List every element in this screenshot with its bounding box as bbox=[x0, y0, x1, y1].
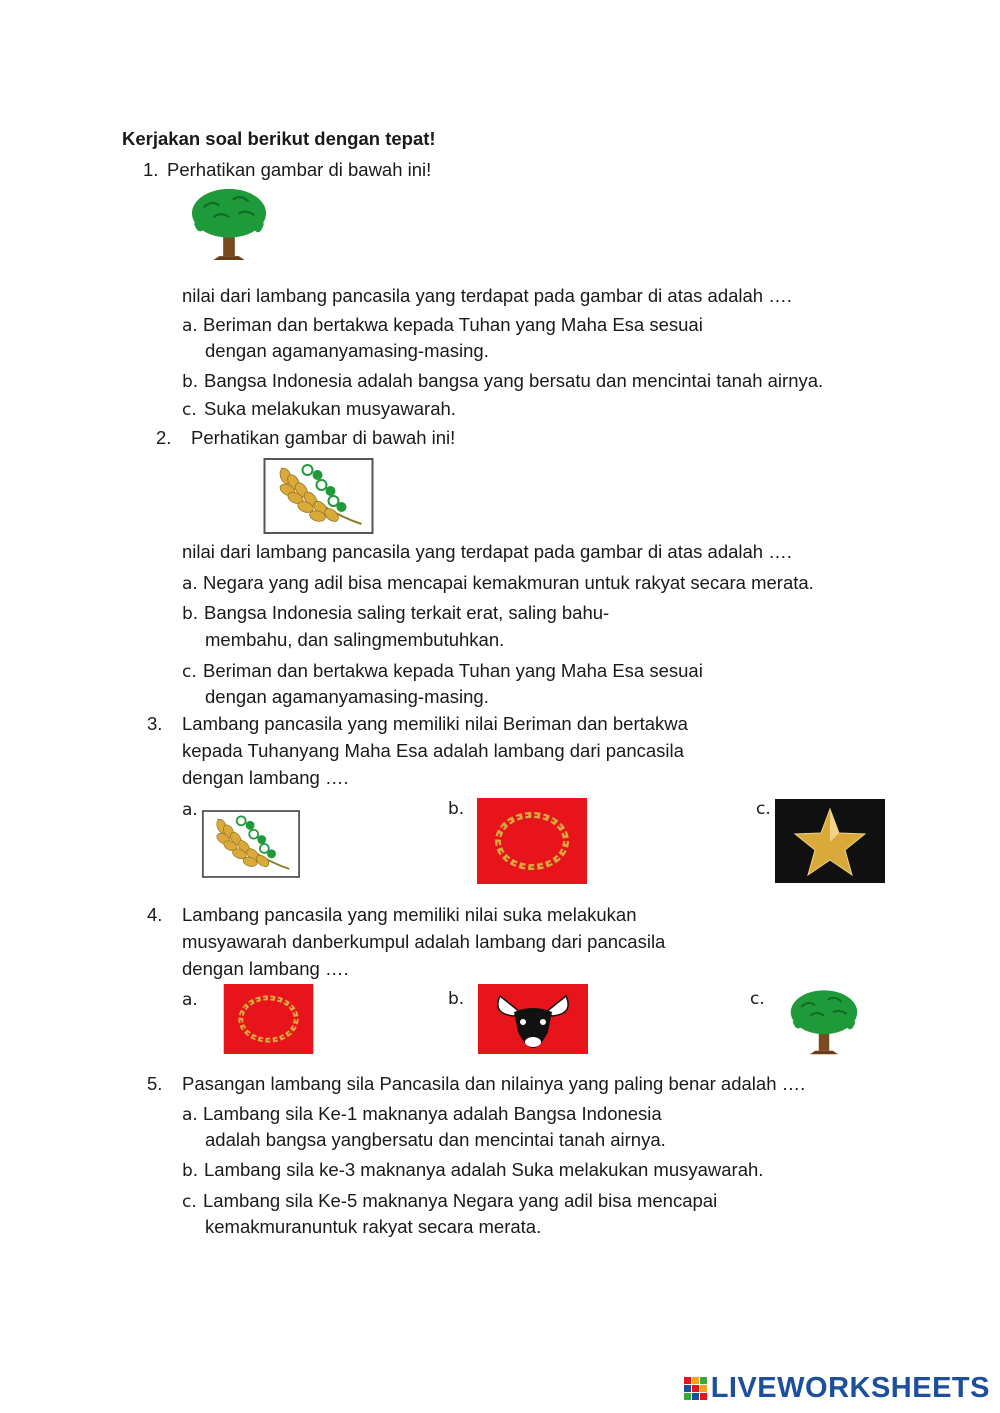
question-2-stem: nilai dari lambang pancasila yang terdapat pada gambar di atas adalah …. bbox=[182, 541, 792, 562]
q1-option-b-line1[interactable]: Bangsa Indonesia adalah bangsa yang bersatu dan mencintai tanah airnya. bbox=[204, 370, 824, 391]
q3-option-c-letter: c. bbox=[756, 799, 771, 819]
worksheet-heading: Kerjakan soal berikut dengan tepat! bbox=[122, 128, 436, 149]
q1-option-a-line1[interactable]: Beriman dan bertakwa kepada Tuhan yang Maha Esa sesuai bbox=[203, 314, 703, 335]
question-4-line1: Lambang pancasila yang memiliki nilai suka melakukan bbox=[182, 904, 637, 925]
q5-option-a-line2[interactable]: adalah bangsa yangbersatu dan mencintai tanah airnya. bbox=[205, 1129, 666, 1150]
q2-option-c-line2[interactable]: dengan agamanyamasing-masing. bbox=[205, 686, 489, 707]
q2-option-a-letter: a. bbox=[182, 574, 198, 594]
q4-option-c-banyan-tree-icon[interactable] bbox=[784, 986, 864, 1056]
q3-option-b-letter: b. bbox=[448, 799, 465, 819]
q1-option-c-line1[interactable]: Suka melakukan musyawarah. bbox=[204, 398, 456, 419]
question-3-line1: Lambang pancasila yang memiliki nilai Beriman dan bertakwa bbox=[182, 713, 688, 734]
q5-option-b-line1[interactable]: Lambang sila ke-3 maknanya adalah Suka melakukan musyawarah. bbox=[204, 1159, 764, 1180]
q5-option-c-letter: c. bbox=[182, 1192, 197, 1212]
q4-option-b-letter: b. bbox=[448, 989, 465, 1009]
q5-option-b-letter: b. bbox=[182, 1161, 199, 1181]
q2-option-b-line1[interactable]: Bangsa Indonesia saling terkait erat, saling bahu- bbox=[204, 602, 610, 623]
question-1-number: 1. bbox=[143, 159, 159, 180]
question-4-number: 4. bbox=[147, 904, 163, 925]
question-2-prompt: Perhatikan gambar di bawah ini! bbox=[191, 427, 456, 448]
q4-option-c-letter: c. bbox=[750, 989, 765, 1009]
q2-option-c-line1[interactable]: Beriman dan bertakwa kepada Tuhan yang Maha Esa sesuai bbox=[203, 660, 703, 681]
q1-option-b-letter: b. bbox=[182, 372, 199, 392]
banyan-tree-icon bbox=[190, 184, 268, 262]
q1-option-a-line2[interactable]: dengan agamanyamasing-masing. bbox=[205, 340, 489, 361]
question-4-line3: dengan lambang …. bbox=[182, 958, 349, 979]
q5-option-c-line2[interactable]: kemakmuranuntuk rakyat secara merata. bbox=[205, 1216, 542, 1237]
q4-option-b-bull-head-icon[interactable] bbox=[478, 984, 588, 1054]
question-1-prompt: Perhatikan gambar di bawah ini! bbox=[167, 159, 432, 180]
question-3-line2: kepada Tuhanyang Maha Esa adalah lambang dari pancasila bbox=[182, 740, 684, 761]
q5-option-c-line1[interactable]: Lambang sila Ke-5 maknanya Negara yang adil bisa mencapai bbox=[203, 1190, 718, 1211]
q1-option-a-letter: a. bbox=[182, 316, 198, 336]
q1-option-c-letter: c. bbox=[182, 400, 197, 420]
q4-option-a-letter: a. bbox=[182, 990, 198, 1010]
question-1-stem: nilai dari lambang pancasila yang terdapat pada gambar di atas adalah …. bbox=[182, 285, 792, 306]
liveworksheets-logo[interactable] bbox=[684, 1372, 990, 1405]
q5-option-a-letter: a. bbox=[182, 1105, 198, 1125]
question-5-number: 5. bbox=[147, 1073, 163, 1094]
question-4-line2: musyawarah danberkumpul adalah lambang dari pancasila bbox=[182, 931, 666, 952]
q3-option-c-star-icon[interactable] bbox=[775, 799, 885, 883]
liveworksheets-logo-text: LIVEWORKSHEETS bbox=[710, 1372, 990, 1404]
q4-option-a-chain-icon[interactable] bbox=[214, 984, 323, 1054]
question-2-number: 2. bbox=[156, 427, 172, 448]
q2-option-b-line2[interactable]: membahu, dan salingmembutuhkan. bbox=[205, 629, 505, 650]
q3-option-a-letter: a. bbox=[182, 800, 198, 820]
q2-option-c-letter: c. bbox=[182, 662, 197, 682]
q3-option-a-rice-cotton-icon[interactable] bbox=[202, 804, 300, 884]
q3-option-b-chain-icon[interactable] bbox=[477, 798, 587, 884]
question-3-line3: dengan lambang …. bbox=[182, 767, 349, 788]
q2-option-b-letter: b. bbox=[182, 604, 199, 624]
question-3-number: 3. bbox=[147, 713, 163, 734]
liveworksheets-mark-icon bbox=[684, 1377, 707, 1400]
q2-option-a-line1[interactable]: Negara yang adil bisa mencapai kemakmuran untuk rakyat secara merata. bbox=[203, 572, 814, 593]
q5-option-a-line1[interactable]: Lambang sila Ke-1 maknanya adalah Bangsa Indonesia bbox=[203, 1103, 662, 1124]
question-5-stem: Pasangan lambang sila Pancasila dan nilainya yang paling benar adalah …. bbox=[182, 1073, 806, 1094]
rice-cotton-icon bbox=[263, 458, 374, 534]
